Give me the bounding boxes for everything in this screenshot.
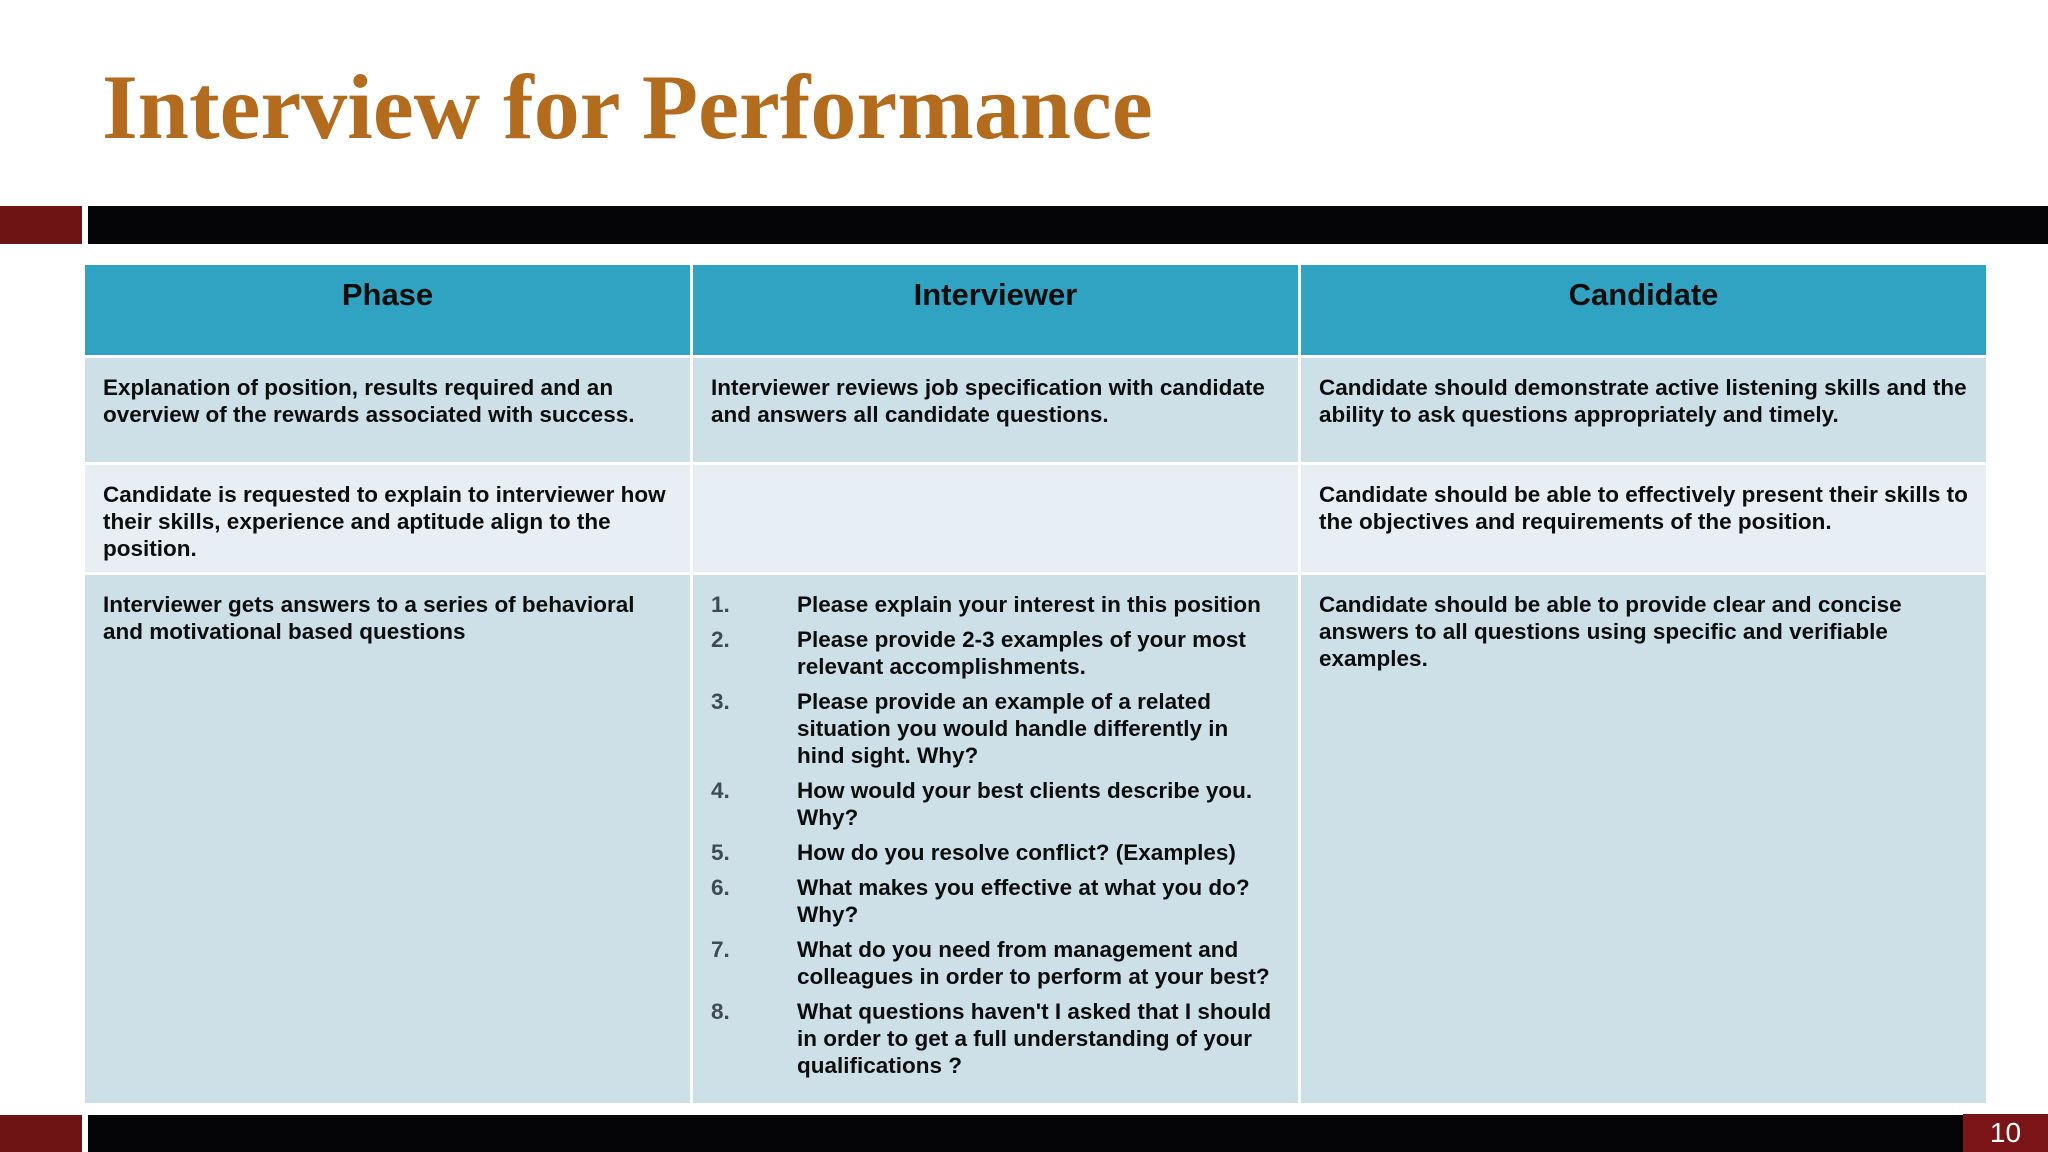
- question-item: [711, 936, 1280, 990]
- question-item: [711, 626, 1280, 680]
- question-number: 1.: [711, 592, 730, 617]
- question-item: [711, 591, 1280, 618]
- candidate-cell: Candidate should be able to provide clear and concise answers to all questions using specific and verifiable examples.: [1300, 574, 1988, 1105]
- question-text: How would your best clients describe you. Why?: [797, 778, 1253, 830]
- interviewer-cell: [692, 464, 1300, 574]
- question-number: 2.: [711, 627, 730, 652]
- question-text: What questions haven't I asked that I should in order to get a full understanding of your qualifications ?: [797, 999, 1272, 1078]
- question-item: [711, 777, 1280, 831]
- question-text: Please explain your interest in this position: [797, 592, 1261, 617]
- header-phase: Phase: [84, 264, 692, 357]
- table-header-row: [84, 264, 1988, 357]
- candidate-cell: Candidate should demonstrate active listening skills and the ability to ask questions appropriately and timely.: [1300, 357, 1988, 464]
- top-accent-red: [0, 206, 82, 244]
- question-number: 6.: [711, 875, 730, 900]
- phase-cell: Interviewer gets answers to a series of behavioral and motivational based questions: [84, 574, 692, 1105]
- top-divider-bar: [88, 206, 2048, 244]
- question-item: [711, 839, 1280, 866]
- question-text: What makes you effective at what you do? Why?: [797, 875, 1250, 927]
- table-row: [84, 357, 1988, 464]
- phase-cell: Candidate is requested to explain to interviewer how their skills, experience and aptitude align to the position.: [84, 464, 692, 574]
- question-number: 4.: [711, 778, 730, 803]
- header-interviewer: Interviewer: [692, 264, 1300, 357]
- question-number: 3.: [711, 689, 730, 714]
- interviewer-cell: Interviewer reviews job specification with candidate and answers all candidate questions.: [692, 357, 1300, 464]
- candidate-cell: Candidate should be able to effectively present their skills to the objectives and requirements of the position.: [1300, 464, 1988, 574]
- bottom-divider-bar: [88, 1115, 2048, 1152]
- question-text: Please provide 2-3 examples of your most relevant accomplishments.: [797, 627, 1246, 679]
- question-list: [711, 591, 1280, 1079]
- question-text: Please provide an example of a related situation you would handle differently in hind sight. Why?: [797, 689, 1229, 768]
- interviewer-cell: [692, 574, 1300, 1105]
- header-candidate: Candidate: [1300, 264, 1988, 357]
- slide-title: Interview for Performance: [102, 56, 1153, 158]
- table-row: [84, 574, 1988, 1105]
- question-text: What do you need from management and colleagues in order to perform at your best?: [797, 937, 1270, 989]
- page-number: 10: [1963, 1114, 2048, 1152]
- question-number: 7.: [711, 937, 730, 962]
- interview-table: [82, 262, 1989, 1106]
- question-number: 5.: [711, 840, 730, 865]
- question-item: [711, 688, 1280, 769]
- question-item: [711, 998, 1280, 1079]
- table-row: [84, 464, 1988, 574]
- question-text: How do you resolve conflict? (Examples): [797, 840, 1236, 865]
- phase-cell: Explanation of position, results required and an overview of the rewards associated with success.: [84, 357, 692, 464]
- question-item: [711, 874, 1280, 928]
- bottom-accent-red: [0, 1115, 82, 1152]
- question-number: 8.: [711, 999, 730, 1024]
